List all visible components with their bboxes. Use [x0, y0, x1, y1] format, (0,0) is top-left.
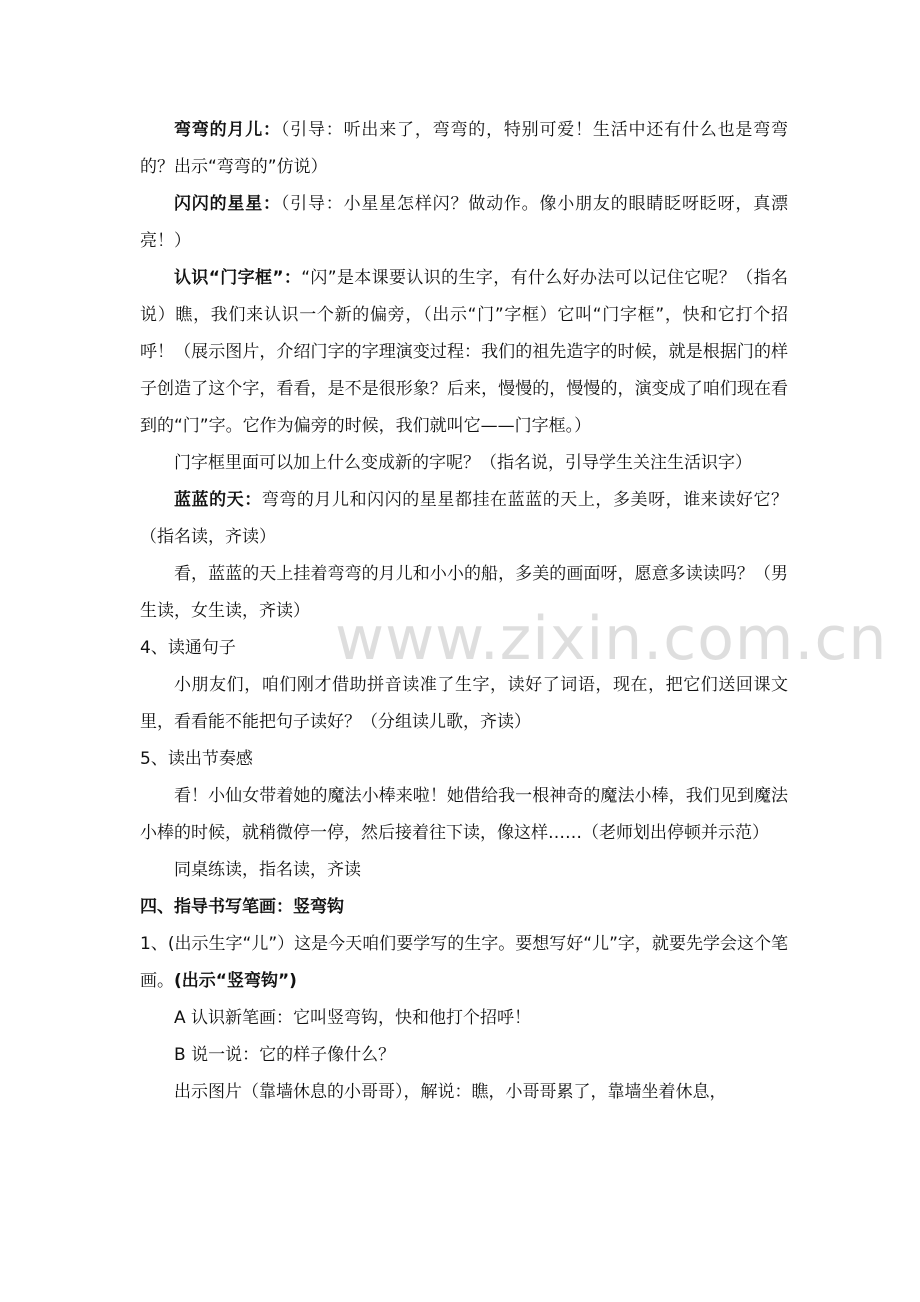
paragraph-text: 同桌练读，指名读，齐读 — [174, 860, 361, 880]
paragraph-text: （引导：小星星怎样闪？做动作。像小朋友的眼睛眨呀眨呀，真漂亮！） — [140, 194, 789, 251]
paragraph-lead: 认识“门字框”： — [174, 268, 302, 288]
paragraph-magic-wand — [140, 778, 788, 852]
paragraph-lead: 蓝蓝的天： — [174, 490, 262, 510]
paragraph-partner-reading — [140, 852, 788, 889]
paragraph-text: B 说一说：它的样子像什么？ — [174, 1045, 396, 1065]
paragraph-step-b — [140, 1037, 788, 1074]
paragraph-text: 小朋友们，咱们刚才借助拼音读准了生字，读好了词语，现在，把它们送回课文里，看看能不能把句子读好？（分组读儿歌，齐读） — [140, 675, 788, 732]
paragraph-text: 看！小仙女带着她的魔法小棒来啦！她借给我一根神奇的魔法小棒，我们见到魔法小棒的时候，就稍微停一停，然后接着往下读，像这样……（老师划出停顿并示范） — [140, 786, 788, 843]
paragraph-text: 门字框里面可以加上什么变成新的字呢？（指名说，引导学生关注生活识字） — [174, 453, 752, 473]
paragraph-read-sentences — [140, 667, 788, 741]
paragraph-blue-sky — [140, 482, 788, 556]
section-rhythm — [140, 741, 788, 778]
paragraph-tail-bold: (出示“竖弯钩”) — [174, 971, 297, 991]
section-heading: 四、指导书写笔画：竖弯钩 — [140, 897, 344, 917]
paragraph-text: A 认识新笔画：它叫竖弯钩，快和他打个招呼！ — [174, 1008, 532, 1028]
paragraph-lead: 弯弯的月儿： — [174, 120, 281, 140]
paragraph-show-picture — [140, 1074, 788, 1111]
paragraph-door-radical-words — [140, 445, 788, 482]
paragraph-twinkling-stars — [140, 186, 788, 260]
paragraph-show-character — [140, 926, 788, 1000]
paragraph-text: （引导：听出来了，弯弯的，特别可爱！生活中还有什么也是弯弯的？出示“弯弯的”仿说） — [140, 120, 789, 177]
paragraph-lead: 闪闪的星星： — [174, 194, 281, 214]
paragraph-text: 出示图片（靠墙休息的小哥哥），解说：瞧，小哥哥累了，靠墙坐着休息， — [174, 1082, 727, 1102]
paragraph-text: 1、(出示生字“儿”）这是今天咱们要学写的生字。要想写好“儿”字，就要先学会这个笔画。 — [140, 934, 788, 991]
paragraph-door-radical — [140, 260, 788, 445]
section-heading-writing-stroke — [140, 889, 788, 926]
section-title: 5、读出节奏感 — [140, 749, 253, 769]
paragraph-step-a — [140, 1000, 788, 1037]
paragraph-text: 弯弯的月儿和闪闪的星星都挂在蓝蓝的天上，多美呀，谁来读好它？（指名读，齐读） — [140, 490, 789, 547]
paragraph-text: 看，蓝蓝的天上挂着弯弯的月儿和小小的船，多美的画面呀，愿意多读读吗？（男生读，女生读，齐读） — [140, 564, 788, 621]
paragraph-curved-moon — [140, 112, 788, 186]
section-title: 4、读通句子 — [140, 638, 236, 658]
watermark-text: www.zixin.com.cn — [335, 604, 888, 674]
paragraph-text: “闪”是本课要认识的生字，有什么好办法可以记住它呢？（指名说）瞧，我们来认识一个新的偏旁，（出示“门”字框）它叫“门字框”，快和它打个招呼！（展示图片，介绍门字的字理演变过程：我们的祖先造字的时候，就是根据门的样子创造了这个字，看看，是不是很形象？后来，慢慢的，慢慢的，演变成了咱们现在看到的“门”字。它作为偏旁的时候，我们就叫它——门字框。） — [140, 268, 788, 436]
